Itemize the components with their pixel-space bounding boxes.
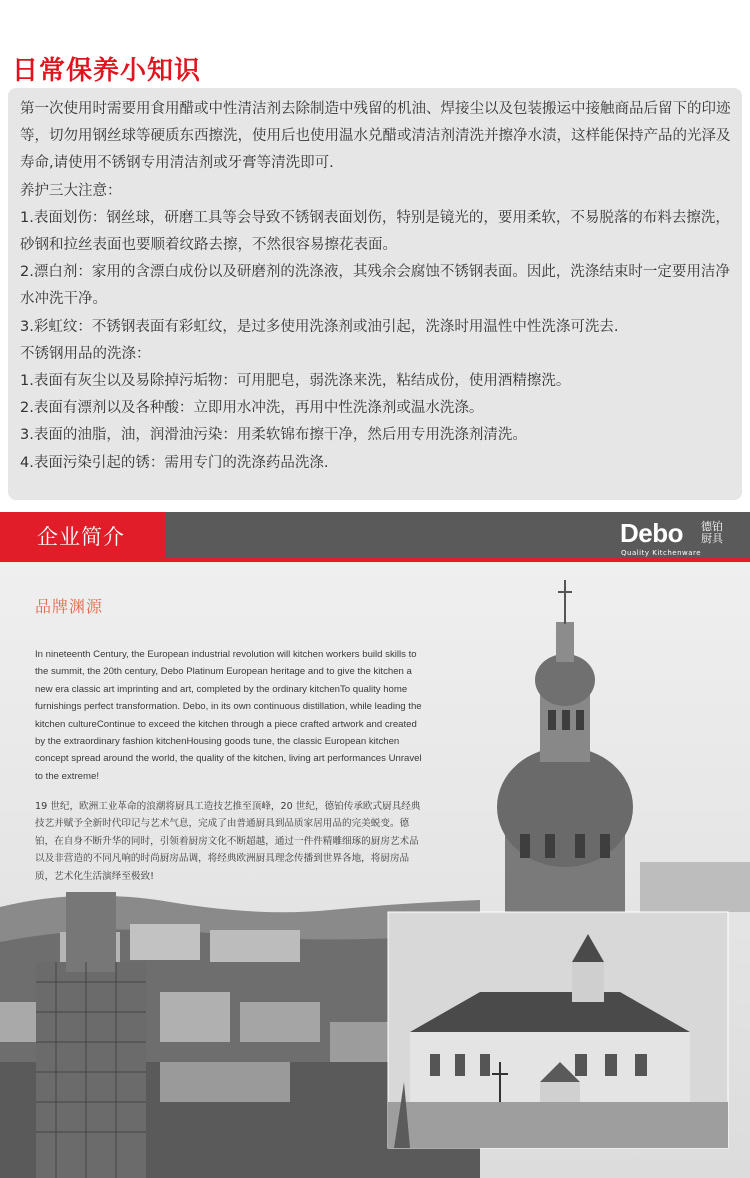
debo-logo	[620, 518, 740, 558]
brand-description-en: In nineteenth Century, the European industrial revolution will kitchen workers build skills to the summit, the 20th century, Debo Platinum European heritage and to give the kitchen a new era classic art imprinting and art, completed by the ordinary kitchenTo quality home furnishings perfect transformation. Debo, in its own continuous distillation, while leading the kitchen cultureContinue to exceed the kitchen through a piece crafted artwork and created by the extraordinary fashion kitchenHousing goods tune, the classic European kitchen concept spread around the world, the quality of the kitchen, living art performances Unravel to the extreme!	[35, 649, 422, 782]
care-paragraph: 3.彩虹纹：不锈钢表面有彩虹纹，是过多使用洗涤剂或油引起，洗涤时用温性中性洗涤可洗去.	[20, 318, 619, 335]
section-label: 企业简介	[0, 512, 165, 562]
care-paragraph: 1.表面有灰尘以及易除掉污垢物：可用肥皂，弱洗涤来洗，粘结成份，使用酒精擦洗。	[20, 373, 571, 390]
brand-title: 品牌渊源	[35, 597, 104, 616]
logo-tagline: Quality Kitchenware	[621, 549, 702, 557]
care-paragraph: 2.漂白剂：家用的含漂白成份以及研磨剂的洗涤液，其残余会腐蚀不锈钢表面。因此，洗涤结束时一定要用洁净水冲洗干净。	[20, 264, 730, 308]
care-paragraph: 1.表面划伤：钢丝球，研磨工具等会导致不锈钢表面划伤，特别是镜光的，要用柔软，不易脱落的布料去擦洗，砂钢和拉丝表面也要顺着纹路去擦，不然很容易擦花表面。	[20, 209, 730, 254]
brand-description-cn: 19 世纪，欧洲工业革命的浪潮将厨具工造技艺推至顶峰，20 世纪，德铂传承欧式厨具经典技艺并赋予全新时代印记与艺术气息，完成了由普通厨具到品质家居用品的完美蜕变。德铂，在自身不断升华的同时，引领着厨房文化不断超越，通过一件件精雕细琢的厨房艺术品以及非营造的不同凡响的时尚厨房品调，将经典欧洲厨具理念传播到世界各地，将厨房品质，艺术化生活演绎至极致!	[35, 801, 421, 882]
care-box	[8, 88, 742, 500]
brand-photo-area	[0, 562, 750, 1178]
care-title: 日常保养小知识	[12, 56, 202, 86]
care-paragraph: 养护三大注意：	[20, 182, 122, 199]
care-paragraph: 3.表面的油脂，油，润滑油污染：用柔软锦布擦干净，然后用专用洗涤剂清洗。	[20, 427, 527, 444]
care-paragraph: 不锈钢用品的洗涤：	[20, 345, 151, 362]
care-paragraph: 第一次使用时需要用食用醋或中性清洁剂去除制造中残留的机油、焊接尘以及包装搬运中接触商品后留下的印迹等，切勿用钢丝球等硬质东西擦洗，使用后也使用温水兑醋或清洁剂清洗并擦净水渍，这样能保持产品的光泽及寿命,请使用不锈钢专用清洁剂或牙膏等清洗即可.	[20, 101, 731, 172]
logo-word: Debo	[620, 518, 683, 548]
care-paragraph: 4.表面污染引起的锈：需用专门的洗涤药品洗涤.	[20, 454, 329, 471]
care-paragraph: 2.表面有漂剂以及各种酸：立即用水冲洗，再用中性洗涤剂或温水洗涤。	[20, 400, 484, 417]
logo-chinese: 德铂厨具	[701, 520, 723, 545]
